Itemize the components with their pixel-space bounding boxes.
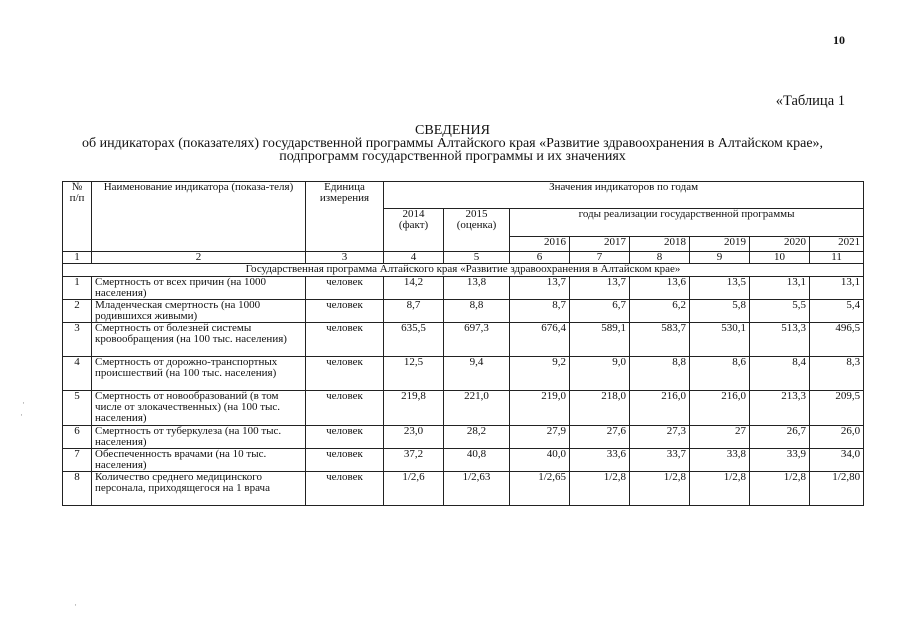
indicator-value: 1/2,8 — [630, 472, 690, 506]
indicator-value: 5,5 — [750, 300, 810, 323]
title-line-1: СВЕДЕНИЯ — [415, 123, 490, 138]
header-values-by-year: Значения индикаторов по годам — [384, 182, 864, 209]
header-year-2021: 2021 — [810, 237, 864, 252]
table-row — [63, 300, 864, 323]
indicator-value: 219,0 — [510, 391, 570, 426]
indicator-value: 13,5 — [690, 277, 750, 300]
indicator-value: 1/2,8 — [570, 472, 630, 506]
indicator-value: 34,0 — [810, 449, 864, 472]
header-year-2017: 2017 — [570, 237, 630, 252]
indicator-value: 33,9 — [750, 449, 810, 472]
indicator-value: 8,4 — [750, 357, 810, 391]
indicator-value: 1/2,8 — [690, 472, 750, 506]
row-number: 3 — [63, 323, 92, 357]
indicator-value: 530,1 — [690, 323, 750, 357]
indicator-value: 1/2,65 — [510, 472, 570, 506]
indicator-unit: человек — [306, 300, 384, 323]
indicator-unit: человек — [306, 426, 384, 449]
indicator-name: Количество среднего медицинского персонала, приходящегося на 1 врача — [92, 472, 306, 506]
column-number: 9 — [690, 252, 750, 264]
row-number: 1 — [63, 277, 92, 300]
indicator-value: 1/2,80 — [810, 472, 864, 506]
header-year-2018: 2018 — [630, 237, 690, 252]
indicator-value: 496,5 — [810, 323, 864, 357]
indicator-unit: человек — [306, 472, 384, 506]
section-title: Государственная программа Алтайского края «Развитие здравоохранения в Алтайском крае» — [63, 264, 864, 277]
indicator-value: 37,2 — [384, 449, 444, 472]
header-2015: 2015 (оценка) — [444, 209, 510, 252]
indicator-value: 14,2 — [384, 277, 444, 300]
indicator-value: 26,7 — [750, 426, 810, 449]
row-number: 8 — [63, 472, 92, 506]
indicator-value: 676,4 — [510, 323, 570, 357]
header-program-years: годы реализации государственной программы — [510, 209, 864, 237]
title-line-3: подпрограмм государственной программы и их значениях — [279, 149, 626, 164]
indicator-value: 697,3 — [444, 323, 510, 357]
column-number: 2 — [92, 252, 306, 264]
indicator-value: 213,3 — [750, 391, 810, 426]
indicator-value: 219,8 — [384, 391, 444, 426]
table-row — [63, 323, 864, 357]
indicator-value: 13,1 — [750, 277, 810, 300]
indicator-name: Младенческая смертность (на 1000 родившихся живыми) — [92, 300, 306, 323]
indicator-value: 27,3 — [630, 426, 690, 449]
table-caption: «Таблица 1 — [775, 93, 845, 109]
column-number: 6 — [510, 252, 570, 264]
header-year-2019: 2019 — [690, 237, 750, 252]
column-number: 11 — [810, 252, 864, 264]
column-number: 1 — [63, 252, 92, 264]
column-number: 5 — [444, 252, 510, 264]
table-row — [63, 391, 864, 426]
indicator-value: 33,7 — [630, 449, 690, 472]
indicator-value: 8,7 — [510, 300, 570, 323]
indicator-name: Смертность от дорожно-транспортных происшествий (на 100 тыс. населения) — [92, 357, 306, 391]
column-number: 4 — [384, 252, 444, 264]
column-numbers-row — [63, 252, 864, 264]
column-number: 8 — [630, 252, 690, 264]
title-line-2: об индикаторах (показателях) государственной программы Алтайского края «Развитие здравоохранения в Алтайском крае», — [81, 136, 824, 151]
indicator-name: Обеспеченность врачами (на 10 тыс. населения) — [92, 449, 306, 472]
indicator-value: 221,0 — [444, 391, 510, 426]
indicator-value: 5,4 — [810, 300, 864, 323]
indicator-value: 27,9 — [510, 426, 570, 449]
indicator-value: 9,0 — [570, 357, 630, 391]
table-row — [63, 357, 864, 391]
indicator-value: 8,3 — [810, 357, 864, 391]
indicator-name: Смертность от туберкулеза (на 100 тыс. населения) — [92, 426, 306, 449]
indicator-unit: человек — [306, 357, 384, 391]
table-row — [63, 426, 864, 449]
indicator-value: 216,0 — [630, 391, 690, 426]
indicator-value: 13,6 — [630, 277, 690, 300]
header-year-2020: 2020 — [750, 237, 810, 252]
indicator-name: Смертность от болезней системы кровообращения (на 100 тыс. населения) — [92, 323, 306, 357]
indicator-name: Смертность от новообразований (в том числе от злокачественных) (на 100 тыс. населения) — [92, 391, 306, 426]
indicator-value: 218,0 — [570, 391, 630, 426]
indicator-unit: человек — [306, 449, 384, 472]
indicator-value: 8,8 — [444, 300, 510, 323]
indicator-value: 26,0 — [810, 426, 864, 449]
page-number: 10 — [833, 33, 845, 47]
indicator-value: 1/2,6 — [384, 472, 444, 506]
indicator-value: 28,2 — [444, 426, 510, 449]
scan-mark: · — [20, 410, 23, 420]
indicators-table — [62, 181, 864, 506]
header-indicator-name: Наименование индикатора (показа-теля) — [92, 182, 306, 252]
column-number: 7 — [570, 252, 630, 264]
indicator-value: 27,6 — [570, 426, 630, 449]
indicator-value: 1/2,8 — [750, 472, 810, 506]
indicator-value: 12,5 — [384, 357, 444, 391]
header-2014: 2014 (факт) — [384, 209, 444, 252]
document-title — [0, 124, 905, 163]
indicator-value: 13,1 — [810, 277, 864, 300]
indicator-value: 13,7 — [570, 277, 630, 300]
indicator-value: 9,4 — [444, 357, 510, 391]
row-number: 7 — [63, 449, 92, 472]
column-number: 3 — [306, 252, 384, 264]
row-number: 5 — [63, 391, 92, 426]
table-row — [63, 472, 864, 506]
indicator-value: 13,8 — [444, 277, 510, 300]
indicator-value: 209,5 — [810, 391, 864, 426]
indicator-value: 33,6 — [570, 449, 630, 472]
indicator-value: 583,7 — [630, 323, 690, 357]
column-number: 10 — [750, 252, 810, 264]
indicator-value: 8,8 — [630, 357, 690, 391]
indicator-value: 9,2 — [510, 357, 570, 391]
indicator-value: 5,8 — [690, 300, 750, 323]
scan-mark: · — [74, 600, 77, 610]
indicator-unit: человек — [306, 323, 384, 357]
indicator-value: 13,7 — [510, 277, 570, 300]
indicator-value: 40,0 — [510, 449, 570, 472]
indicator-value: 8,6 — [690, 357, 750, 391]
row-number: 4 — [63, 357, 92, 391]
row-number: 2 — [63, 300, 92, 323]
table-row — [63, 277, 864, 300]
indicator-value: 6,7 — [570, 300, 630, 323]
indicator-unit: человек — [306, 391, 384, 426]
indicator-value: 589,1 — [570, 323, 630, 357]
indicator-value: 1/2,63 — [444, 472, 510, 506]
indicator-unit: человек — [306, 277, 384, 300]
table-row — [63, 449, 864, 472]
section-row — [63, 264, 864, 277]
indicator-value: 216,0 — [690, 391, 750, 426]
indicator-value: 27 — [690, 426, 750, 449]
indicator-value: 513,3 — [750, 323, 810, 357]
indicator-value: 40,8 — [444, 449, 510, 472]
row-number: 6 — [63, 426, 92, 449]
indicator-value: 23,0 — [384, 426, 444, 449]
header-unit: Единица измерения — [306, 182, 384, 252]
indicator-value: 8,7 — [384, 300, 444, 323]
indicator-value: 6,2 — [630, 300, 690, 323]
indicator-name: Смертность от всех причин (на 1000 населения) — [92, 277, 306, 300]
scan-mark: · — [22, 398, 25, 408]
indicator-value: 33,8 — [690, 449, 750, 472]
header-num: № п/п — [63, 182, 92, 252]
header-year-2016: 2016 — [510, 237, 570, 252]
indicator-value: 635,5 — [384, 323, 444, 357]
